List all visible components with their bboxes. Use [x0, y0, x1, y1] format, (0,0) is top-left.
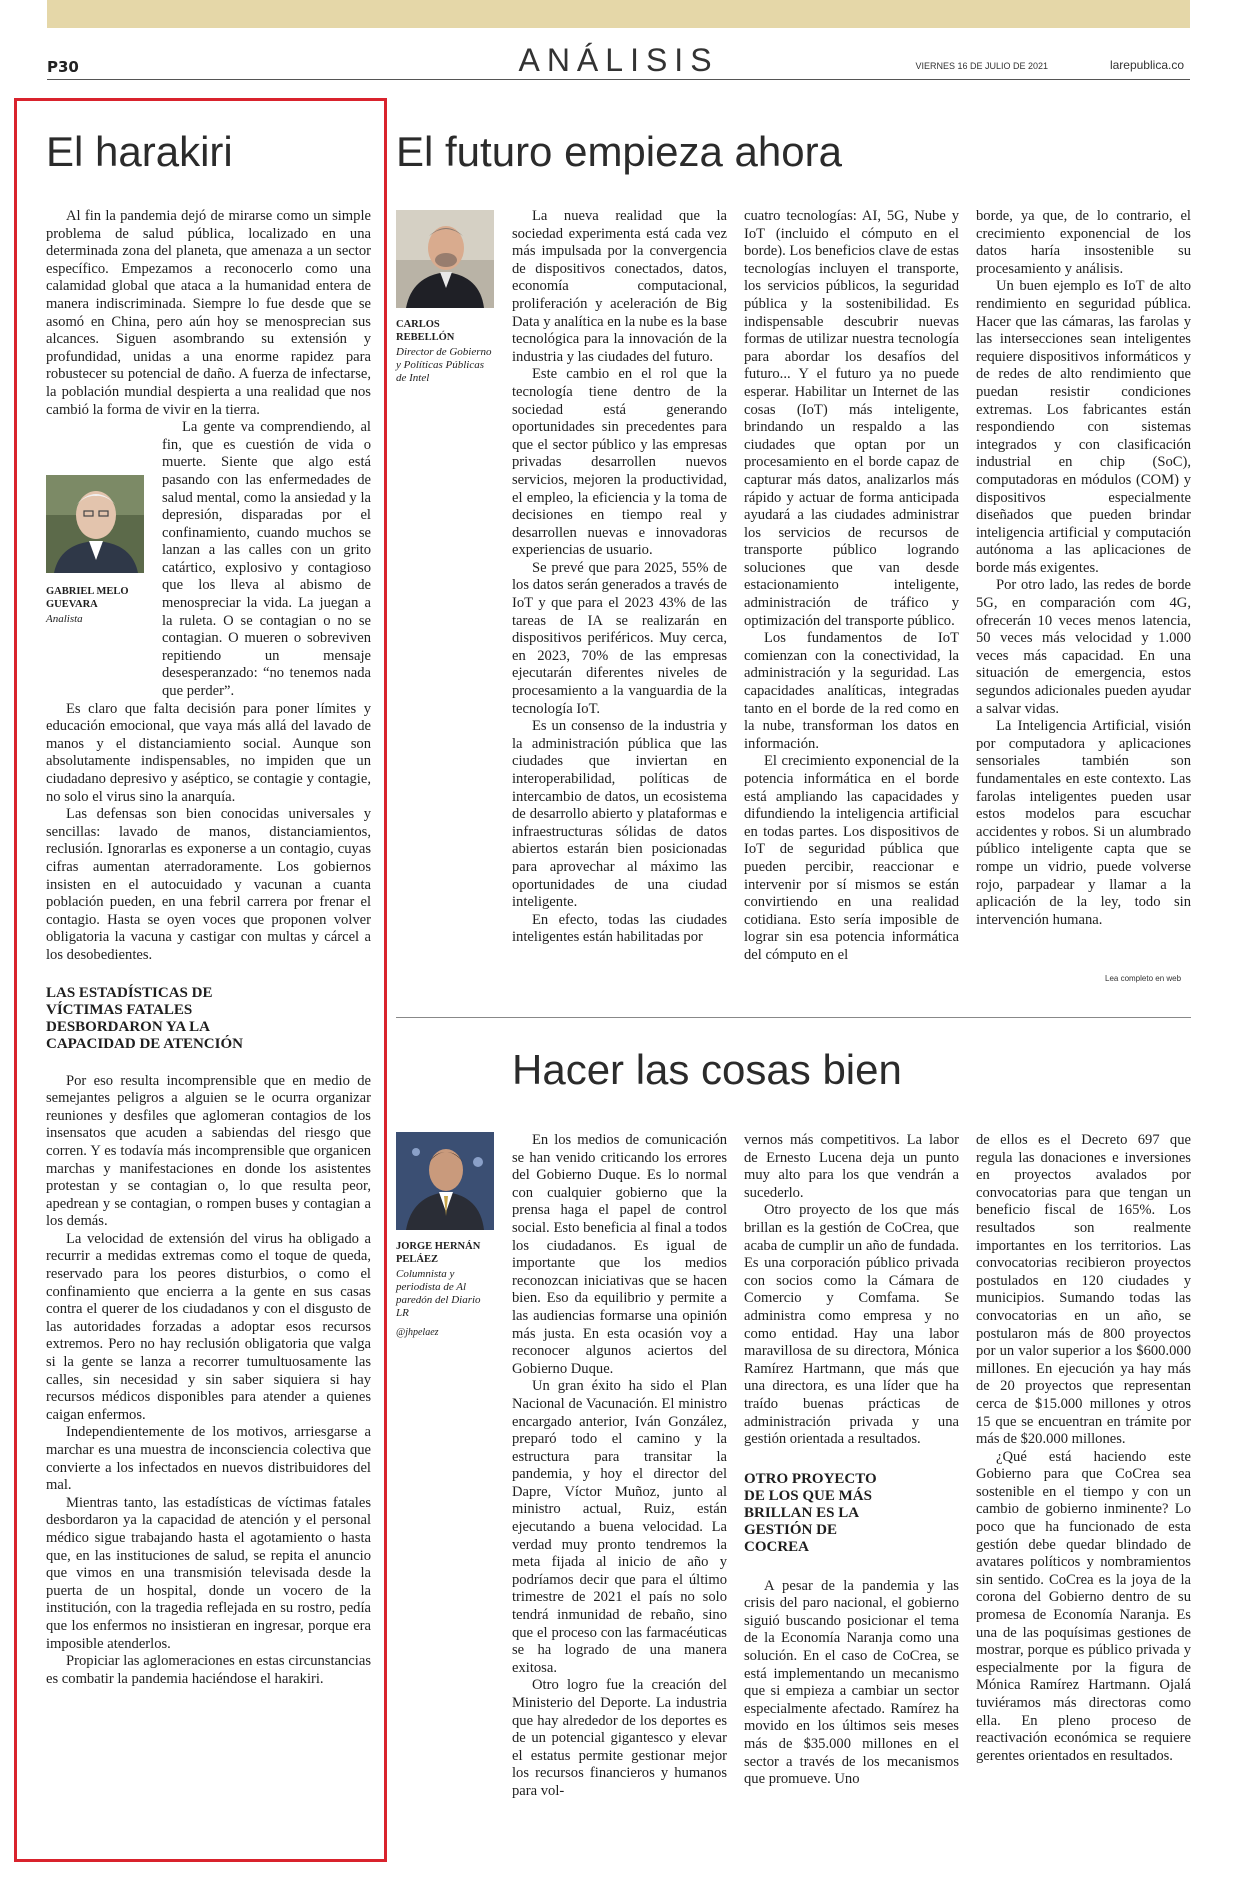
article2-paragraph: En efecto, todas las ciudades inteligentes están habilitadas por — [512, 911, 727, 946]
author-role: Director de Gobierno y Políticas Públicas de Intel — [396, 346, 492, 384]
author-photo-gabriel — [46, 475, 144, 573]
article3-column-3 — [976, 1132, 1191, 1858]
article1-paragraph: La velocidad de extensión del virus ha obligado a recurrir a medidas extremas como el toque de queda, reservado para los peores disturbios, o como el confinamiento que encierra a la gente en sus casas contra el querer de los ciudadanos y con el disgusto de las autoridades forzadas a adoptar esos recursos extremos. Pero no hay reclusión obligatoria que valga si la gente se lanza a recorrer tumultuosamente las calles, sin necesidad y sin saber siquiera si hay recursos médicos disponibles para atender a quienes caigan enfermos. — [46, 1230, 371, 1423]
article3-paragraph: En los medios de comunicación se han venido criticando los errores del Gobierno Duque. Es lo normal con cualquier gobierno que la prensa haga el papel de control social. Esto beneficia al final a todos los ciudadanos. Es igual de importante que los medios reconozcan iniciativas que se hacen bien. Eso da equilibrio y permite a las audiencias formarse una opinión más justa. En esta ocasión voy a reconocer algunos aciertos del Gobierno Duque. — [512, 1132, 727, 1377]
page-number: P30 — [47, 58, 79, 76]
author-role: Analista — [46, 613, 83, 625]
article3-paragraph: Un gran éxito ha sido el Plan Nacional de Vacunación. El ministro encargado anterior, Iván González, preparó todo el camino y la estructura para transitar la pandemia, y hoy el director del Dapre, Víctor Muñoz, junto al ministro actual, Ruiz, están ejecutando a buena velocidad. La verdad muy pronto tendremos la meta fijada al inicio de año y podríamos decir que para el último trimestre de 2021 el país no solo tendrá inmunidad de rebaño, sino que el proceso con las farmacéuticas se ha logrado de una manera exitosa. — [512, 1378, 727, 1676]
article3-title: Hacer las cosas bien — [512, 1046, 902, 1093]
article2-byline — [396, 318, 496, 385]
article2-paragraph: El crecimiento exponencial de la potencia informática en el borde está ampliando las capacidades y difundiendo la inteligencia artificial en todas partes. Los dispositivos de IoT de seguridad pública que pueden percibir, reaccionar e intervenir por sí mismos se están convirtiendo en una realidad cotidiana. Esto sería imposible de lograr sin esa potencia informática del cómputo en el — [744, 753, 959, 963]
article1-paragraph: Propiciar las aglomeraciones en estas circunstancias es combatir la pandemia haciéndose el harakiri. — [46, 1653, 371, 1687]
author-photo-carlos — [396, 210, 494, 308]
article2-paragraph: Este cambio en el rol que la tecnología tiene dentro de la sociedad está generando oportunidades sin precedentes para que el sector público y las empresas privadas desarrollen nuevos servicios, mejoren la productividad, el empleo, la eficiencia y la toma de decisiones en tiempo real y desarrollen nuevas e innovadoras experiencias de usuario. — [512, 366, 727, 559]
article2-paragraph: Es un consenso de la industria y la administración pública que las ciudades que inviertan en interoperabilidad, políticas de intercambio de datos, un ecosistema de desarrollo abierto y plataformas e infraestructuras sólidas de datos abiertos estarán bien posicionadas para aprovechar al máximo las oportunidades de una ciudad inteligente. — [512, 718, 727, 911]
article1-paragraph: La gente va comprendiendo, al fin, que es cuestión de vida o muerte. Siente que algo está pasando con las enfermedades de salud mental, como la ansiedad y la depresión, disparadas por el confinamiento, cuando muchos se lanzan a las calles con un grito catártico, explosivo y contagioso que los lleva al abismo de menospreciar la vida. La juegan a la ruleta. O se contagian o no se contagian. O mueren o sobreviven repitiendo un mensaje desesperanzado: “no tenemos nada que perder”. — [162, 419, 371, 700]
article1-subhead: LAS ESTADÍSTICAS DE VÍCTIMAS FATALES DESBORDARON YA LA CAPACIDAD DE ATENCIÓN — [46, 984, 243, 1052]
article3-column-2 — [744, 1132, 959, 1858]
page-header — [47, 36, 1190, 80]
article1-body — [46, 208, 371, 1848]
article1-paragraph: Es claro que falta decisión para poner límites y educación emocional, que vaya más allá del lavado de manos y el distanciamiento social. Aunque son absolutamente indispensables, no impiden que un ciudadano depresivo y aséptico, se contagie y contagie, no solo el virus sino la anarquía. — [46, 700, 371, 805]
author-role: Columnista y periodista de Al paredón del Diario LR — [396, 1268, 481, 1319]
article2-paragraph: cuatro tecnologías: AI, 5G, Nube y IoT (incluido el cómputo en el borde). Los beneficios clave de estas tecnologías incluyen el transporte, los servicios públicos, la seguridad pública y la sostenibilidad. Es indispensable descubrir nuevas formas de utilizar nuestra tecnología para abordar los desafíos del futuro... Y el futuro ya no puede esperar. Habilitar un Internet de las cosas (IoT) más inteligente, brindando un respaldo a las ciudades que optan por un procesamiento en el borde capaz de capturar más datos, analizarlos más rápido y actuar de forma anticipada ayudará a las ciudades administrar los servicios de recursos de transporte público logrando soluciones que van desde estacionamiento inteligente, administración de tráfico y optimización del transporte público. — [744, 208, 959, 629]
article3-paragraph: de ellos es el Decreto 697 que regula las donaciones e inversiones en proyectos avalados por convocatorias para que tengan un beneficio fiscal de 165%. Los resultados son realmente importantes en los territorios. Las convocatorias recibieron proyectos postulados en 120 ciudades y municipios. Sumando todas las convocatorias en un año, se postularon más de 800 proyectos por un valor superior a los $600.000 millones. En ejecución ya hay más de 20 proyectos que representan cerca de $15.000 millones y otros 15 que se encuentran en trámite por más de $20.000 millones. — [976, 1132, 1191, 1448]
author-name: JORGE HERNÁN PELÁEZ — [396, 1241, 481, 1265]
article1-paragraph: Al fin la pandemia dejó de mirarse como un simple problema de salud pública, localizado en una determinada zona del planeta, que amenaza a un sector específico. Empezamos a reconocerlo como una calamidad global que ataca a la humanidad entera de manera indiscriminada. Siempre lo fue desde que se asomó en China, pero aún hoy se menosprecian sus alcances. Siguen asombrando su extensión y profundidad, unidas a una enorme rapidez para robustecer su potencial de daño. A fuerza de infectarse, la población mundial despierta a una realidad que nos cambió la forma de vivir en la tierra. — [46, 208, 371, 418]
section-title: ANÁLISIS — [518, 42, 719, 78]
dateline: VIERNES 16 DE JULIO DE 2021 — [915, 61, 1048, 71]
author-name: GABRIEL MELO GUEVARA — [46, 586, 129, 610]
site-url: larepublica.co — [1109, 58, 1184, 72]
article3-paragraph: ¿Qué está haciendo este Gobierno para que CoCrea sea sostenible en el tiempo y con un cambio de gobierno inminente? Lo poco que ha funcionado de esta gestión debe quedar blindado de avatares políticos y nombramientos sin sentido. CoCrea es la joya de la corona del Gobierno dentro de su promesa de Economía Naranja. Es una de las poquísimas gestiones de mostrar, porque es público privada y especialmente por la figura de Mónica Ramírez Hartmann. Ojalá tuviéramos más directoras como ella. En pleno proceso de reactivación económica se requiere gerentes orientados en resultados. — [976, 1448, 1191, 1764]
article2-paragraph: borde, ya que, de lo contrario, el crecimiento exponencial de los datos haría insostenible su procesamiento y análisis. — [976, 208, 1191, 277]
article2-paragraph: Un buen ejemplo es IoT de alto rendimiento en seguridad pública. Hacer que las cámaras, las farolas y las intersecciones sean inteligentes requiere dispositivos informáticos y de redes de alto rendimiento que puedan resistir condiciones extremas. Los fabricantes están respondiendo con sistemas integrados y con clasificación industrial en chip (SoC), computadoras en módulos (COM) y dispositivos especialmente diseñados que pueden brindar inteligencia artificial y computación autónoma a las aplicaciones de borde más exigentes. — [976, 278, 1191, 576]
author-handle: @jhpelaez — [396, 1327, 439, 1338]
article2-paragraph: La nueva realidad que la sociedad experimenta está cada vez más impulsada por la convergencia de dispositivos conectados, datos, economía computacional, proliferación y aceleración de Big Data y analítica en la nube es la base tecnológica para la innovación de la industria y las ciudades del futuro. — [512, 208, 727, 365]
author-name: CARLOS REBELLÓN — [396, 319, 455, 343]
article3-column-1 — [512, 1132, 727, 1858]
article2-paragraph: Se prevé que para 2025, 55% de los datos serán generados a través de IoT y que para el 2023 43% de las tareas de IA se realizarán en dispositivos periféricos. Muy cerca, en 2023, 70% de las empresas ejecutarán diferentes niveles de procesamiento a la vanguardia de la tecnología IoT. — [512, 559, 727, 717]
article3-byline — [396, 1240, 496, 1339]
article2-paragraph: Los fundamentos de IoT comienzan con la conectividad, la administración y la seguridad. Las capacidades analíticas, integradas tanto en el borde de la red como en la nube, transforman los datos en información. — [744, 630, 959, 752]
article2-column-2 — [744, 208, 959, 988]
article1-paragraph: Las defensas son bien conocidas universales y sencillas: lavado de manos, distanciamientos, reclusión. Ignorarlas es exponerse a un contagio, cuyas cifras aumentan aterradoramente. Los gobiernos insisten en el autocuidado y vacunan a cuanta población pueden, en una febril carrera por frenar el contagio. Hasta se oyen voces que proponen volver obligatoria la vacuna y castigar con multas y cárcel a los desobedientes. — [46, 806, 371, 963]
read-more-note: Lea completo en web — [1105, 974, 1182, 983]
section-divider — [396, 1017, 1191, 1018]
article3-paragraph: vernos más competitivos. La labor de Ernesto Lucena deja un punto muy alto para los que vendrán a sucederlo. — [744, 1132, 959, 1201]
author-photo-jorge — [396, 1132, 494, 1230]
article1-paragraph: Independientemente de los motivos, arriesgarse a marchar es una muestra de inconsciencia colectiva que convierte a los infectados en nuevos distribuidores del mal. — [46, 1424, 371, 1494]
article3-paragraph: Otro proyecto de los que más brillan es la gestión de CoCrea, que acaba de cumplir un año de fundada. Es una corporación público privada con socios como la Cámara de Comercio y Comfama. Se administra como empresa y no como entidad. Hay una labor maravillosa de su directora, Mónica Ramírez Hartmann, que más que una directora, es una líder que ha traído buenas prácticas de administración privada y una gestión orientada a resultados. — [744, 1202, 959, 1448]
article3-paragraph: A pesar de la pandemia y las crisis del paro nacional, el gobierno siguió buscando posicionar el tema de la Economía Naranja como una solución. En el caso de CoCrea, se está implementando un mecanismo que si empieza a cambiar un sector especialmente afectado. Ramírez ha movido en los últimos seis meses más de $35.000 millones en el sector a través de los mecanismos que promueve. Uno — [744, 1577, 959, 1788]
article1-title: El harakiri — [46, 128, 233, 175]
article2-paragraph: La Inteligencia Artificial, visión por computadora y aplicaciones sensoriales también son fundamentales en este contexto. Las farolas inteligentes pueden usar estos modelos para escuchar accidentes y robos. Si un alumbrado público inteligente capta que se rompe un vidrio, puede volverse rojo, parpadear y llamar a la aplicación de la ley, todo sin intervención humana. — [976, 718, 1191, 928]
article3-paragraph: Otro logro fue la creación del Ministerio del Deporte. La industria que hay alrededor de los deportes es de un potencial gigantesco y elevar el estatus permite gestionar mejor los recursos financieros y humanos para vol- — [512, 1677, 727, 1799]
article2-title: El futuro empieza ahora — [396, 128, 842, 175]
article3-subhead: OTRO PROYECTO DE LOS QUE MÁS BRILLAN ES LA GESTIÓN DE COCREA — [744, 1470, 877, 1555]
article1-paragraph: Mientras tanto, las estadísticas de víctimas fatales desbordaron ya la capacidad de atención y el personal médico sigue trabajando hasta el agotamiento o hasta que, en las instituciones de salud, se repita el anuncio que vimos en una transmisión televisada desde la puerta de un hospital, donde un vocero de la institución, con la tragedia reflejada en su rostro, pedía que los enfermos no insistieran en ingresar, porque era imposible atenderlos. — [46, 1494, 371, 1652]
article2-paragraph: Por otro lado, las redes de borde 5G, en comparación com 4G, ofrecerán 10 veces menos latencia, 50 veces más velocidad y 1.000 veces más capacidad. En una situación de emergencia, estos segundos adicionales pueden ayudar a salvar vidas. — [976, 577, 1191, 717]
top-color-band — [47, 0, 1190, 28]
article1-byline — [46, 585, 146, 626]
article2-column-3 — [976, 208, 1191, 968]
article2-column-1 — [512, 208, 727, 988]
article1-paragraph: Por eso resulta incomprensible que en medio de semejantes peligros a alguien se le ocurra organizar reuniones y desfiles que aglomeran contagios de los insensatos que acuden a sabiendas del riesgo que corren. Y es todavía más incomprensible que organicen marchas y manifestaciones en donde los asistentes protestan y se contagian o, lo que resulta peor, apedrean y se contagian, o rompen buses y contagian a los demás. — [46, 1072, 371, 1230]
